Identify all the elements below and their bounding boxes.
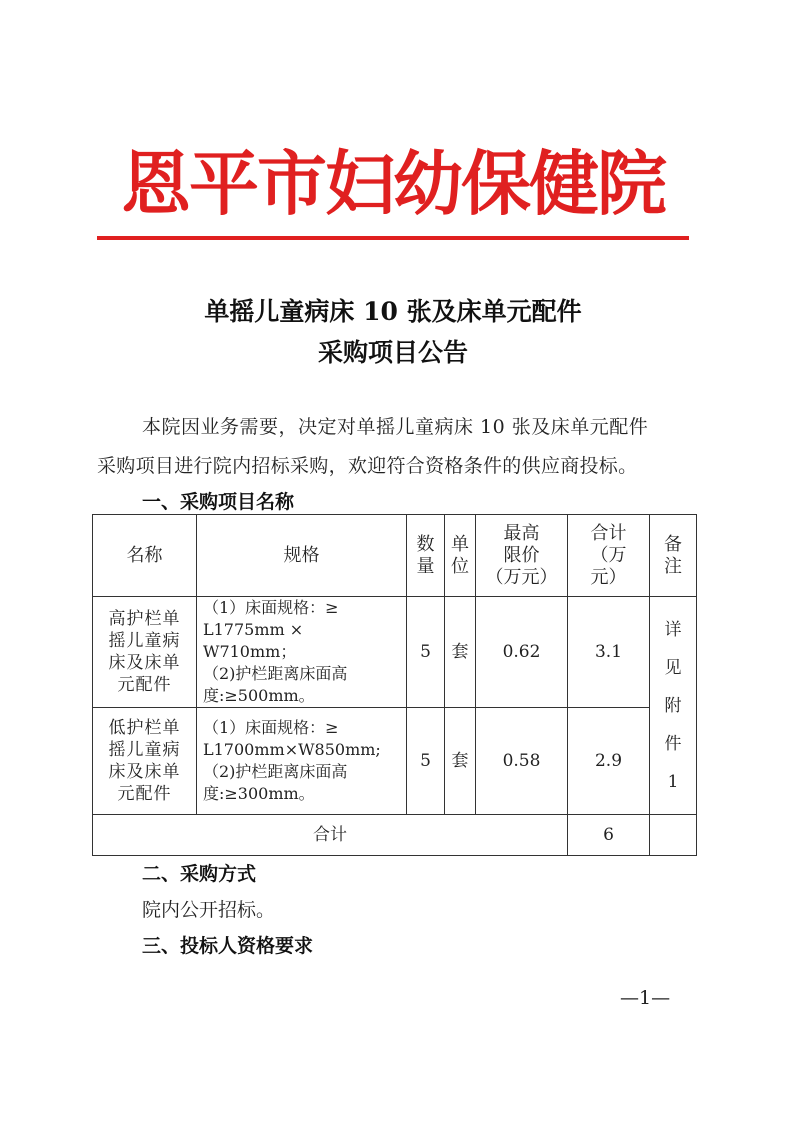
header-spec: 规格 [197,515,407,597]
row-1-quantity: 5 [407,597,445,708]
row-2-max-price: 0.58 [476,708,568,815]
masthead-red-rule [97,236,689,240]
document-title-line-1: 单摇儿童病床 10 张及床单元配件 [204,297,582,326]
intro-paragraph-line-1: 本院因业务需要，决定对单摇儿童病床 10 张及床单元配件 [142,416,649,438]
row-2-spec: （1）床面规格：≥ L1700mm×W850mm; （2)护栏距离床面高 度:≥300mm。 [197,708,407,815]
procurement-method-text: 院内公开招标。 [142,899,276,921]
page-number: —1— [620,987,671,1009]
row-1-name: 高护栏单 摇儿童病 床及床单 元配件 [93,597,197,708]
section-heading-procurement-method: 二、采购方式 [142,863,257,885]
total-remarks-empty [650,815,697,856]
procurement-table [92,514,697,856]
row-2-subtotal: 2.9 [568,708,650,815]
total-label: 合计 [93,815,568,856]
header-subtotal: 合计 （万 元） [568,515,650,597]
table-header-row [93,515,697,597]
document-title-line-2: 采购项目公告 [317,338,468,367]
table-row [93,597,697,708]
header-unit: 单 位 [445,515,476,597]
section-heading-bidder-qualifications: 三、投标人资格要求 [142,935,314,957]
masthead-title: 恩平市妇幼保健院 [121,142,665,225]
row-1-unit: 套 [445,597,476,708]
remarks-cell: 详 见 附 件 1 [650,597,697,815]
header-remarks: 备 注 [650,515,697,597]
table-total-row [93,815,697,856]
table-row [93,708,697,815]
intro-paragraph-line-2: 采购项目进行院内招标采购，欢迎符合资格条件的供应商投标。 [97,455,638,477]
row-1-max-price: 0.62 [476,597,568,708]
row-1-spec: （1）床面规格：≥ L1775mm × W710mm； （2)护栏距离床面高 度:≥500mm。 [197,597,407,708]
row-2-name: 低护栏单 摇儿童病 床及床单 元配件 [93,708,197,815]
row-2-quantity: 5 [407,708,445,815]
row-2-unit: 套 [445,708,476,815]
header-quantity: 数 量 [407,515,445,597]
header-max-price: 最高 限价 （万元） [476,515,568,597]
section-heading-project-name: 一、采购项目名称 [142,491,295,513]
header-name: 名称 [93,515,197,597]
row-1-subtotal: 3.1 [568,597,650,708]
total-value: 6 [568,815,650,856]
